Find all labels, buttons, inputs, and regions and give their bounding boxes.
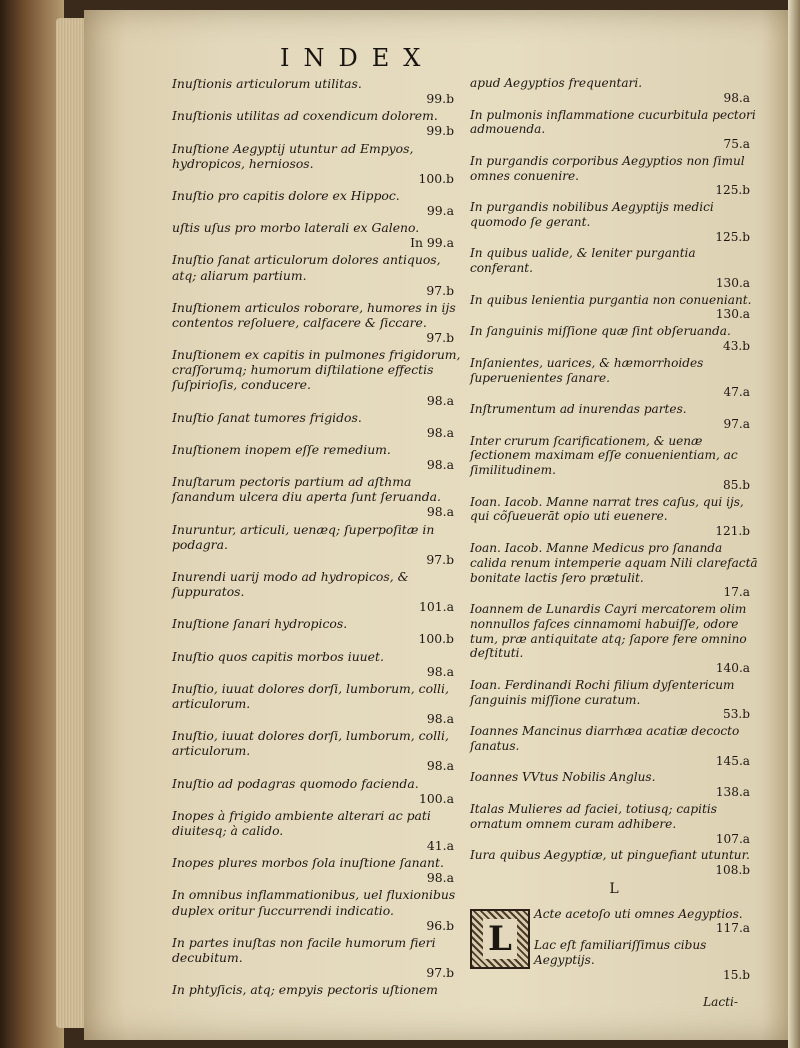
index-entry-text: Inuſtionis articulorum utilitas. — [172, 76, 362, 91]
index-entry — [172, 855, 462, 885]
index-entry-text: In ſanguinis miſſione quæ ſint obſeruanda. — [470, 324, 731, 339]
index-entry-page-ref: 97.b — [426, 551, 454, 567]
index-entry-text: Ioannes Mancinus diarrhæa acatiæ decocto ſanatus. — [470, 724, 740, 753]
index-entry-page-ref: 97.a — [723, 416, 750, 431]
index-entry-page-ref: 125.b — [715, 229, 750, 244]
index-entry-page-ref: 100.b — [418, 631, 454, 647]
index-entry-page-ref: 98.a — [426, 424, 454, 440]
index-entry — [470, 802, 758, 846]
index-entry-page-ref: 107.a — [715, 831, 750, 846]
index-entry-page-ref: 108.b — [715, 863, 750, 878]
index-entry-text: Acte acetoſo uti omnes Aegyptios. — [534, 906, 743, 921]
index-entry-page-ref: 15.b — [723, 967, 750, 982]
index-entry-text: Inuſtio quos capitis morbos iuuet. — [172, 648, 384, 664]
index-entry-page-ref: 99.b — [426, 91, 454, 107]
l-section — [470, 907, 758, 991]
index-entry — [470, 324, 758, 354]
index-entry-text: In quibus lenientia purgantia non conueniant. — [470, 292, 752, 307]
index-entry — [172, 569, 462, 614]
index-entry-text: Inuſtarum pectoris partium ad aſthma ſanandum ulcera diu aperta ſunt ſeruanda. — [172, 474, 441, 505]
index-entry-page-ref: 47.a — [723, 385, 750, 400]
index-entry-text: Inuſtio ad podagras quomodo facienda. — [172, 775, 419, 791]
index-entry-page-ref: 98.a — [426, 663, 454, 679]
index-entry-text: Lac eſt familiariſſimus cibus Aegyptijs. — [534, 938, 707, 967]
index-entry — [534, 938, 758, 982]
index-entry-text: Inuruntur, articuli, uenæq; ſuperpoſitæ in podagra. — [172, 521, 435, 552]
index-entry — [470, 402, 758, 432]
index-entry — [470, 602, 758, 676]
index-entry — [470, 541, 758, 600]
index-entry-text: Inuſtionem ex capitis in pulmones frigidorum, craſſorumq; humorum diſtilatione effectis ſuſpirioſis, conducere. — [172, 347, 461, 393]
index-entry — [172, 442, 462, 472]
index-entry-text: Inuſtio, iuuat dolores dorſi, lumborum, colli, articulorum. — [172, 680, 449, 711]
index-entry — [470, 246, 758, 290]
index-entry-text: Italas Mulieres ad faciei, totiusq; capitis ornatum omnem curam adhibere. — [470, 801, 717, 831]
index-entry-page-ref: 99.b — [426, 123, 454, 139]
index-entry-page-ref: 85.b — [723, 477, 750, 492]
decorated-initial — [470, 909, 530, 969]
index-entry-page-ref: 97.b — [426, 965, 454, 980]
index-entry-text: In purgandis nobilibus Aegyptijs medici quomodo ſe gerant. — [470, 200, 714, 229]
index-entry-page-ref: 130.a — [715, 275, 750, 290]
index-entry-text: Ioan. Iacob. Manne Medicus pro ſananda calida renum intemperie aquam Nili clarefactā bonitate lactis ſero prætulit. — [470, 540, 758, 585]
index-entry-page-ref: 97.b — [426, 330, 454, 345]
index-entry-text: In quibus ualide, & leniter purgantia conferant. — [470, 246, 696, 276]
index-entry — [172, 616, 462, 646]
index-entry-text: Inter crurum ſcarificationem, & uenæ ſectionem maximam eſſe conuenientiam, ac ſimilitudinem. — [470, 433, 738, 478]
index-entry — [470, 200, 758, 244]
index-entry — [172, 108, 462, 138]
left-column — [172, 76, 462, 999]
index-entry — [172, 522, 462, 567]
right-column — [470, 76, 758, 1009]
index-entry — [172, 141, 462, 186]
index-entry-page-ref: 97.b — [426, 282, 454, 298]
index-entry-page-ref: 43.b — [723, 339, 750, 354]
index-entry-text: In pulmonis inflammatione cucurbitula pectori admouenda. — [470, 107, 756, 137]
index-entry-text: In purgandis corporibus Aegyptios non ſimul omnes conuenire. — [470, 153, 745, 183]
index-entry-text: Inuſtione ſanari hydropicos. — [172, 616, 348, 632]
index-entry-page-ref: 140.a — [715, 661, 750, 676]
section-letter: L — [609, 880, 619, 897]
index-entry-text: In partes inuſtas non facile humorum fieri decubitum. — [172, 934, 436, 965]
index-entry-text: Inuſtio ſanat tumores frigidos. — [172, 409, 362, 425]
index-entry-text: Inuſtione Aegyptij utuntur ad Empyos, hydropicos, herniosos. — [172, 140, 414, 171]
index-entry-page-ref: 98.a — [426, 711, 454, 726]
index-entry-text: Inuſtio, iuuat dolores dorſi, lumborum, colli, articulorum. — [172, 728, 449, 759]
page-header: INDEX — [280, 44, 435, 72]
index-entry-page-ref: 98.a — [426, 392, 454, 408]
index-entry — [470, 76, 758, 106]
index-entry-page-ref: 101.a — [419, 599, 454, 615]
index-entry-page-ref: 145.a — [715, 753, 750, 768]
index-entry — [470, 293, 758, 323]
index-entry-page-ref: 98.a — [426, 457, 454, 472]
index-entry — [470, 356, 758, 400]
index-entry — [470, 108, 758, 152]
next-page-edge — [788, 0, 800, 1048]
catchword: Lacti- — [703, 994, 738, 1009]
index-entry-page-ref: 53.b — [723, 707, 750, 722]
index-entry-page-ref: 98.a — [426, 504, 454, 520]
index-entry-text: Inurendi uarij modo ad hydropicos, & ſuppuratos. — [172, 568, 409, 599]
index-entry-text: Iura quibus Aegyptiæ, ut pinguefiant utuntur. — [470, 848, 750, 863]
index-entry-page-ref: 100.a — [419, 790, 454, 806]
index-entry-page-ref: 41.a — [426, 838, 454, 853]
index-entry — [172, 776, 462, 806]
index-entry — [172, 887, 462, 932]
index-entry-page-ref: 125.b — [715, 183, 750, 198]
index-entry-text: Inſanientes, uarices, & hæmorrhoides ſuperuenientes ſanare. — [470, 355, 704, 385]
index-entry-text: Inuſtio pro capitis dolore ex Hippoc. — [172, 187, 400, 203]
right-column-entries — [470, 76, 758, 878]
index-entry-text: Inuſtio ſanat articulorum dolores antiquos, atq; aliarum partium. — [172, 252, 441, 283]
index-entry-page-ref: 96.b — [426, 917, 454, 933]
index-entry-page-ref: 121.b — [715, 524, 750, 539]
index-entry — [470, 678, 758, 722]
index-entry-text: Inuſtionis utilitas ad coxendicum dolorem. — [172, 108, 438, 124]
index-entry-page-ref: 138.a — [715, 785, 750, 800]
index-entry-page-ref: 17.a — [723, 585, 750, 600]
index-entry-text: apud Aegyptios frequentari. — [470, 76, 643, 90]
index-entry-page-ref: In 99.a — [410, 235, 454, 251]
index-entry-page-ref: 99.a — [426, 203, 454, 218]
index-entry — [172, 982, 462, 997]
book-spine — [0, 0, 64, 1048]
index-entry-page-ref: 98.a — [426, 870, 454, 886]
index-entry-text: Inopes à frigido ambiente alterari ac pati diuitesq; à calido. — [172, 807, 431, 838]
index-entry — [534, 907, 758, 937]
l-section-entries — [534, 907, 758, 983]
index-entry — [172, 300, 462, 345]
index-entry — [172, 220, 462, 250]
index-entry — [172, 728, 462, 773]
index-entry — [470, 495, 758, 539]
index-entry — [172, 410, 462, 440]
index-entry — [172, 474, 462, 519]
index-entry-text: uſtis uſus pro morbo laterali ex Galeno. — [172, 220, 420, 236]
decorated-initial-letter: L — [483, 919, 517, 959]
index-entry-page-ref: 100.b — [418, 170, 454, 186]
index-entry-text: In phtyſicis, atq; empyis pectoris uſtionem — [172, 982, 438, 998]
index-entry — [172, 252, 462, 297]
index-entry — [172, 347, 462, 408]
index-entry-page-ref: 98.a — [426, 758, 454, 774]
index-entry-text: Inſtrumentum ad inurendas partes. — [470, 402, 687, 417]
index-entry — [172, 188, 462, 218]
index-entry — [172, 649, 462, 679]
index-entry-text: Ioan. Ferdinandi Rochi filium dyſentericum ſanguinis miſſione curatum. — [470, 677, 735, 707]
index-entry — [172, 681, 462, 726]
index-entry — [470, 154, 758, 198]
index-entry — [172, 935, 462, 980]
index-entry-text: Inuſtionem inopem eſſe remedium. — [172, 441, 391, 457]
index-entry-page-ref: 117.a — [715, 921, 750, 936]
index-entry — [470, 770, 758, 800]
index-entry — [470, 434, 758, 493]
index-entry-text: Ioannem de Lunardis Cayri mercatorem olim nonnullos faſces cinnamomi habuiſſe, odore tum, præ antiquitate atq; ſapore fere omnino deſtituti. — [470, 602, 747, 661]
index-entry-text: Inopes plures morbos ſola inuſtione ſanant. — [172, 855, 444, 871]
index-entry-text: Ioan. Iacob. Manne narrat tres caſus, qui ijs, qui cõſueuerāt opio uti euenere. — [470, 494, 744, 524]
index-entry — [172, 76, 462, 106]
index-entry-text: Inuſtionem articulos roborare, humores in ijs contentos reſoluere, calfacere & ſiccare. — [172, 299, 456, 330]
index-entry — [470, 724, 758, 768]
index-entry — [172, 808, 462, 853]
index-entry-text: In omnibus inflammationibus, uel fluxionibus duplex oritur ſuccurrendi indicatio. — [172, 887, 456, 918]
index-entry-text: Ioannes VVtus Nobilis Anglus. — [470, 770, 656, 785]
index-entry-page-ref: 130.a — [715, 307, 750, 322]
index-entry — [470, 848, 758, 878]
index-entry-page-ref: 98.a — [723, 90, 750, 105]
index-entry-page-ref: 75.a — [723, 137, 750, 152]
